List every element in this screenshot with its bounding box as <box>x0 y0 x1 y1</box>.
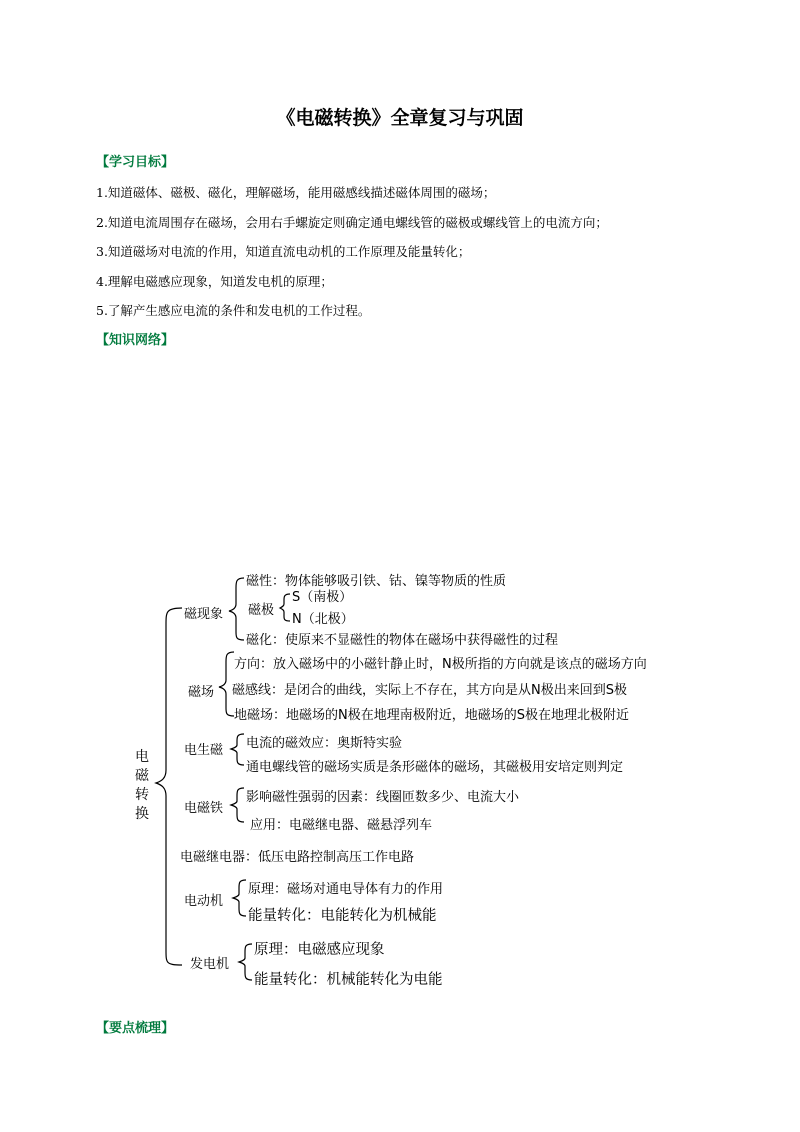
branch-electromagnet: 电磁铁 <box>184 801 224 816</box>
node-generator-energy: 能量转化：机械能转化为电能 <box>254 972 443 988</box>
objective-item: 4.理解电磁感应现象，知道发电机的原理； <box>96 274 333 289</box>
objective-item: 1.知道磁体、磁极、磁化，理解磁场，能用磁感线描述磁体周围的磁场； <box>96 185 496 200</box>
node-solenoid: 通电螺线管的磁场实质是条形磁体的磁场，其磁极用安培定则判定 <box>246 760 624 775</box>
node-magnetization: 磁化：使原来不显磁性的物体在磁场中获得磁性的过程 <box>246 633 559 648</box>
objective-item: 5.了解产生感应电流的条件和发电机的工作过程。 <box>96 303 371 318</box>
branch-generator: 发电机 <box>190 957 230 972</box>
objectives-heading: 【学习目标】 <box>96 155 175 170</box>
node-oersted: 电流的磁效应：奥斯特实验 <box>246 736 403 751</box>
node-field-lines: 磁感线：是闭合的曲线，实际上不存在，其方向是从N极出来回到S极 <box>232 683 627 698</box>
branch-relay: 电磁继电器：低压电路控制高压工作电路 <box>180 850 415 865</box>
branch-field: 磁场 <box>188 685 215 700</box>
objective-item: 2.知道电流周围存在磁场，会用右手螺旋定则确定通电螺线管的磁极或螺线管上的电流方向； <box>96 215 608 230</box>
node-poles: 磁极 <box>248 603 275 618</box>
branch-motor: 电动机 <box>184 894 224 909</box>
node-magnetic-property: 磁性：物体能够吸引铁、钴、镍等物质的性质 <box>246 574 507 589</box>
node-motor-principle: 原理：磁场对通电导体有力的作用 <box>248 882 444 897</box>
node-applications: 应用：电磁继电器、磁悬浮列车 <box>250 818 433 833</box>
node-earth-field: 地磁场：地磁场的N极在地理南极附近，地磁场的S极在地理北极附近 <box>234 708 629 723</box>
branch-electricity-to-magnetism: 电生磁 <box>184 743 224 758</box>
points-heading: 【要点梳理】 <box>96 1021 175 1036</box>
node-field-direction: 方向：放入磁场中的小磁针静止时，N极所指的方向就是该点的磁场方向 <box>234 657 647 672</box>
node-generator-principle: 原理：电磁感应现象 <box>254 942 385 958</box>
objective-item: 3.知道磁场对电流的作用，知道直流电动机的工作原理及能量转化； <box>96 244 471 259</box>
branch-magnetism: 磁现象 <box>184 607 224 622</box>
diagram-root: 电磁转换 <box>135 749 149 822</box>
network-heading: 【知识网络】 <box>96 333 175 348</box>
node-pole-n: N（北极） <box>292 612 354 627</box>
node-motor-energy: 能量转化：电能转化为机械能 <box>248 908 437 924</box>
page-title: 《电磁转换》全章复习与巩固 <box>276 107 524 129</box>
node-pole-s: S（南极） <box>292 590 353 605</box>
node-factors: 影响磁性强弱的因素：线圈匝数多少、电流大小 <box>246 790 520 805</box>
